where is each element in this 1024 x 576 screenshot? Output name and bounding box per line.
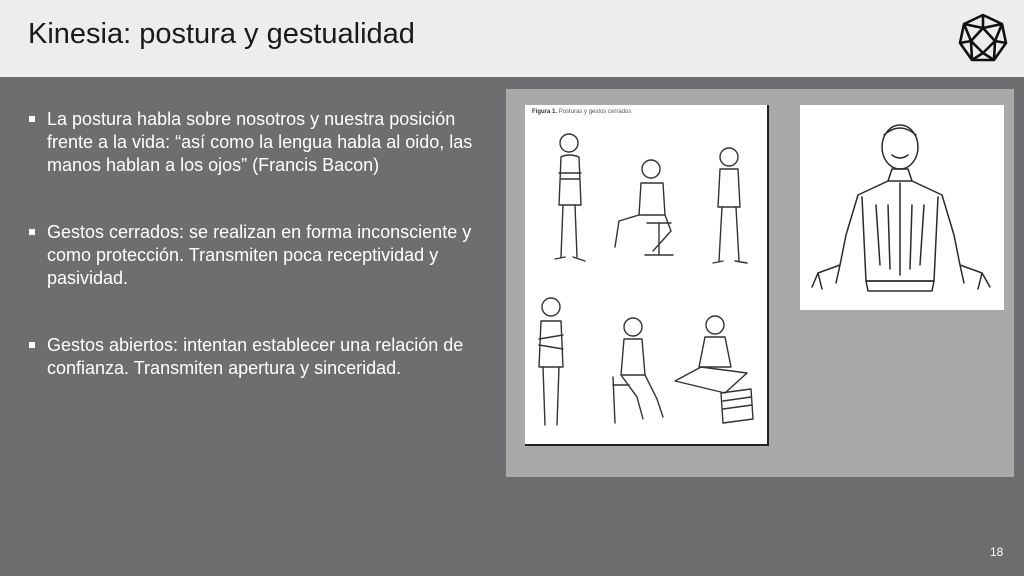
bullet-item: [28, 334, 488, 380]
open-gesture-drawing: [800, 105, 1004, 310]
geodesic-polyhedron-icon: [958, 13, 1008, 63]
closed-postures-illustration: [525, 105, 767, 444]
figure-caption-label: Figura 1.: [532, 109, 558, 115]
bullet-text: Gestos cerrados: se realizan en forma inconsciente y como protección. Transmiten poca receptividad y pasividad.: [47, 222, 472, 288]
bullet-square-icon: [29, 342, 35, 348]
slide-title: Kinesia: postura y gestualidad: [28, 18, 415, 50]
bullet-text: Gestos abiertos: intentan establecer una relación de confianza. Transmiten apertura y sinceridad.: [47, 335, 464, 378]
figure-caption-text: Posturas y gestos cerrados: [558, 109, 632, 115]
bullet-square-icon: [29, 116, 35, 122]
bullet-text: La postura habla sobre nosotros y nuestra posición frente a la vida: “así como la lengua habla al oido, las manos hablan a los ojos” (Francis Bacon): [47, 109, 473, 175]
bullet-item: [28, 108, 488, 177]
open-gesture-illustration: [800, 105, 1004, 310]
bullet-list: [28, 108, 488, 424]
bullet-item: [28, 221, 488, 290]
title-bar: [0, 0, 1024, 77]
figure-panel: [506, 89, 1014, 477]
bullet-square-icon: [29, 229, 35, 235]
page-number: 18: [990, 545, 1004, 559]
closed-postures-figure: [525, 105, 769, 446]
